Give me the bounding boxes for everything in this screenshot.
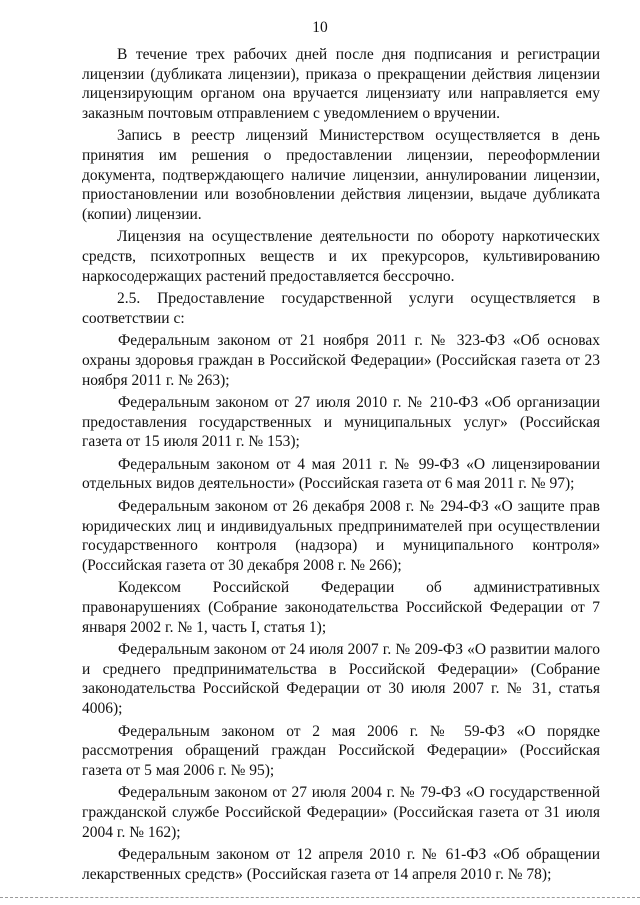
paragraph-law-323: Федеральным законом от 21 ноября 2011 г. № 323-ФЗ «Об основах охраны здоровья граждан в Российской Федерации» (Российская газета от 23 ноября 2011 г. № 263); — [82, 332, 600, 389]
paragraph-section-2-5: 2.5. Предоставление государственной услуги осуществляется в соответствии с: — [82, 290, 600, 327]
document-body — [82, 45, 600, 887]
paragraph-license-term: Лицензия на осуществление деятельности по обороту наркотических средств, психотропных веществ и их прекурсоров, культивированию наркосодержащих растений предоставляется бессрочно. — [82, 228, 600, 285]
paragraph-law-99: Федеральным законом от 4 мая 2011 г. № 99-ФЗ «О лицензировании отдельных видов деятельности» (Российская газета от 6 мая 2011 г. № 97); — [82, 455, 600, 493]
paragraph-registry-entry: Запись в реестр лицензий Министерством осуществляется в день принятия им решения о предоставлении лицензии, переоформлении документа, подтверждающего наличие лицензии, аннулировании лицензии, приостановлении или возобновлении действия лицензии, выдаче дубликата (копии) лицензии. — [82, 127, 600, 223]
scan-edge-divider — [0, 897, 640, 899]
page-number: 10 — [312, 19, 328, 36]
paragraph-license-delivery: В течение трех рабочих дней после дня подписания и регистрации лицензии (дубликата лицензии), приказа о прекращении действия лицензии лицензирующим органом она вручается лицензиату или направляется ему заказным почтовым отправлением с уведомлением о вручении. — [82, 46, 600, 122]
paragraph-law-210: Федеральным законом от 27 июля 2010 г. № 210-ФЗ «Об организации предоставления государственных и муниципальных услуг» (Российская газета от 15 июля 2011 г. № 153); — [82, 394, 600, 451]
paragraph-law-61: Федеральным законом от 12 апреля 2010 г. № 61-ФЗ «Об обращении лекарственных средств» (Российская газета от 14 апреля 2010 г. № 78); — [82, 846, 600, 883]
paragraph-law-79: Федеральным законом от 27 июля 2004 г. № 79-ФЗ «О государственной гражданской службе Российской Федерации» (Российская газета от 31 июля 2004 г. № 162); — [82, 784, 600, 841]
paragraph-admin-code: Кодексом Российской Федерации об административных правонарушениях (Собрание законодательства Российской Федерации от 7 января 2002 г. № 1, часть I, статья 1); — [82, 579, 600, 636]
paragraph-law-209: Федеральным законом от 24 июля 2007 г. № 209-ФЗ «О развитии малого и среднего предпринимательства в Российской Федерации» (Собрание законодательства Российской Федерации от 30 июля 2007 г. № 31, статья 4006); — [82, 641, 600, 717]
paragraph-law-294: Федеральным законом от 26 декабря 2008 г. № 294-ФЗ «О защите прав юридических лиц и индивидуальных предпринимателей при осуществлении государственного контроля (надзора) и муниципального контроля» (Российская газета от 30 декабря 2008 г. № 266); — [82, 498, 600, 574]
paragraph-law-59: Федеральным законом от 2 мая 2006 г. № 59-ФЗ «О порядке рассмотрения обращений граждан Российской Федерации» (Российская газета от 5 мая 2006 г. № 95); — [82, 722, 600, 779]
